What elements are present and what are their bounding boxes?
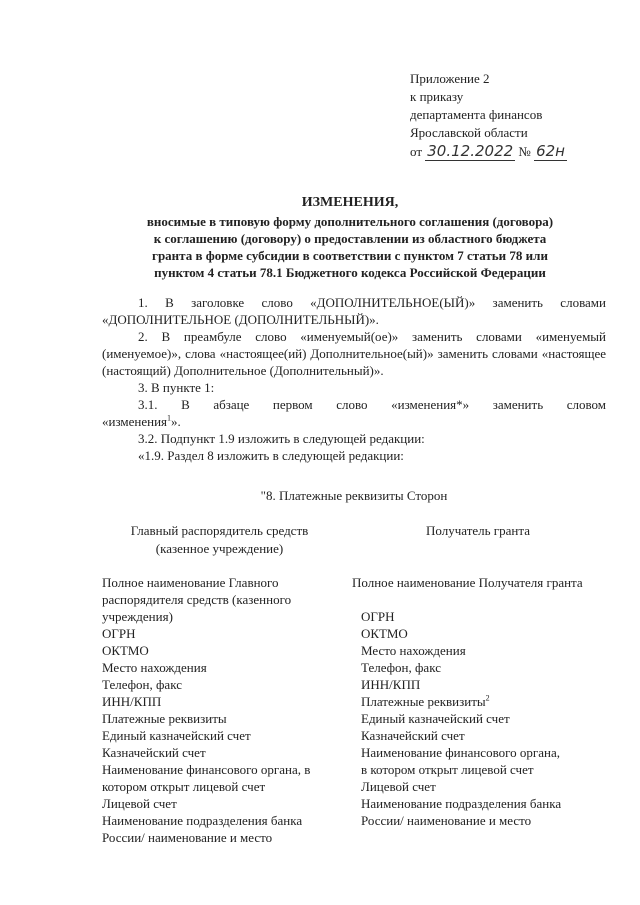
right-item-location: Место нахождения xyxy=(361,643,466,658)
right-item-payment-details xyxy=(352,693,608,710)
left-item-payment-details: Платежные реквизиты xyxy=(102,711,227,726)
left-item-location: Место нахождения xyxy=(102,660,207,675)
right-item-finance-body-name-1: Наименование финансового органа, xyxy=(361,745,560,760)
footnote-ref-2: 2 xyxy=(485,693,490,703)
attachment-block xyxy=(410,70,630,161)
right-payment-text: Платежные реквизиты xyxy=(361,694,486,709)
date-prefix: от xyxy=(410,144,423,159)
left-item-oktmo: ОКТМО xyxy=(102,643,149,658)
number-sign: № xyxy=(518,144,531,159)
right-item-phone-fax: Телефон, факс xyxy=(361,660,441,675)
left-item-inn-kpp: ИНН/КПП xyxy=(102,694,162,709)
title-line-2: к соглашению (договору) о предоставлении из областного бюджета xyxy=(153,231,547,246)
left-item-bank-division: Наименование подразделения банка xyxy=(102,813,303,828)
left-item-personal-account: Лицевой счет xyxy=(102,796,177,811)
attachment-line-2: к приказу xyxy=(410,89,464,104)
right-column-header xyxy=(350,522,606,540)
right-item-treasury-account: Казначейский счет xyxy=(361,728,465,743)
right-item-bank-name-place: России/ наименование и место xyxy=(361,813,532,828)
right-item-oktmo: ОКТМО xyxy=(361,626,408,641)
paragraph-5: 3.2. Подпункт 1.9 изложить в следующей редакции: xyxy=(138,431,425,446)
paragraph-6: «1.9. Раздел 8 изложить в следующей редакции: xyxy=(138,448,404,463)
paragraph-4-line-1: 3.1. В абзаце первом слово «изменения*» заменить словом xyxy=(138,397,606,412)
left-item-bank-name-place: России/ наименование и место xyxy=(102,830,273,845)
left-requisites-column xyxy=(102,574,342,846)
left-item-treasury-unified-account: Единый казначейский счет xyxy=(102,728,251,743)
right-item-inn-kpp: ИНН/КПП xyxy=(361,677,421,692)
paragraph-4-line-2 xyxy=(102,413,606,430)
right-item-bank-division: Наименование подразделения банка xyxy=(361,796,562,811)
right-item-personal-account: Лицевой счет xyxy=(361,779,436,794)
paragraph-3: 3. В пункте 1: xyxy=(138,380,215,395)
attachment-date-line xyxy=(410,142,630,161)
right-header-line-1: Получатель гранта xyxy=(426,523,530,538)
section-8-title: "8. Платежные реквизиты Сторон xyxy=(260,488,448,503)
right-requisites-column xyxy=(352,574,608,829)
left-column-header xyxy=(102,522,337,558)
title-line-1: вносимые в типовую форму дополнительного соглашения (договора) xyxy=(146,214,554,229)
title-line-3: гранта в форме субсидии в соответствии с пунктом 7 статьи 78 или xyxy=(152,248,548,263)
left-item-full-name: Полное наименование Главного распорядителя средств (казенного учреждения) xyxy=(102,575,292,624)
attachment-line-1: Приложение 2 xyxy=(410,71,490,86)
title-main: ИЗМЕНЕНИЯ, xyxy=(301,195,399,210)
left-header-line-2: (казенное учреждение) xyxy=(155,541,284,556)
title-line-4: пунктом 4 статьи 78.1 Бюджетного кодекса Российской Федерации xyxy=(154,265,546,280)
right-ogrn-text: ОГРН xyxy=(361,609,395,624)
paragraph-2: 2. В преамбуле слово «именуемый(ое)» заменить словами «именуемый (именуемое)», слова «настоящее(ий) Дополнительное(ый)» заменить словами «настоящее (настоящий) Дополнительное (Дополнительный)». xyxy=(102,329,606,378)
body-text xyxy=(102,294,606,464)
left-item-phone-fax: Телефон, факс xyxy=(102,677,182,692)
left-item-finance-body-name: Наименование финансового органа, в котором открыт лицевой счет xyxy=(102,762,311,794)
paragraph-1: 1. В заголовке слово «ДОПОЛНИТЕЛЬНОЕ(ЫЙ)» заменить словами «ДОПОЛНИТЕЛЬНОЕ (ДОПОЛНИТЕЛЬНЫЙ)». xyxy=(102,295,606,327)
right-item-full-name: Полное наименование Получателя гранта xyxy=(352,575,583,590)
right-item-finance-body-name-2: в котором открыт лицевой счет xyxy=(361,762,534,777)
document-title xyxy=(100,194,600,281)
right-item-ogrn xyxy=(352,608,608,625)
right-item-treasury-unified-account: Единый казначейский счет xyxy=(361,711,510,726)
left-header-line-1: Главный распорядитель средств xyxy=(130,523,309,538)
attachment-line-3: департамента финансов xyxy=(410,107,543,122)
attachment-line-4: Ярославской области xyxy=(410,125,528,140)
left-item-treasury-account: Казначейский счет xyxy=(102,745,206,760)
left-item-ogrn: ОГРН xyxy=(102,626,136,641)
p4-text-b: ». xyxy=(171,414,181,429)
handwritten-number: 62н xyxy=(536,142,565,160)
footnote-ref-1: 1 xyxy=(167,413,172,423)
p4-text-a: «изменения xyxy=(102,414,168,429)
handwritten-date: 30.12.2022 xyxy=(427,142,514,160)
